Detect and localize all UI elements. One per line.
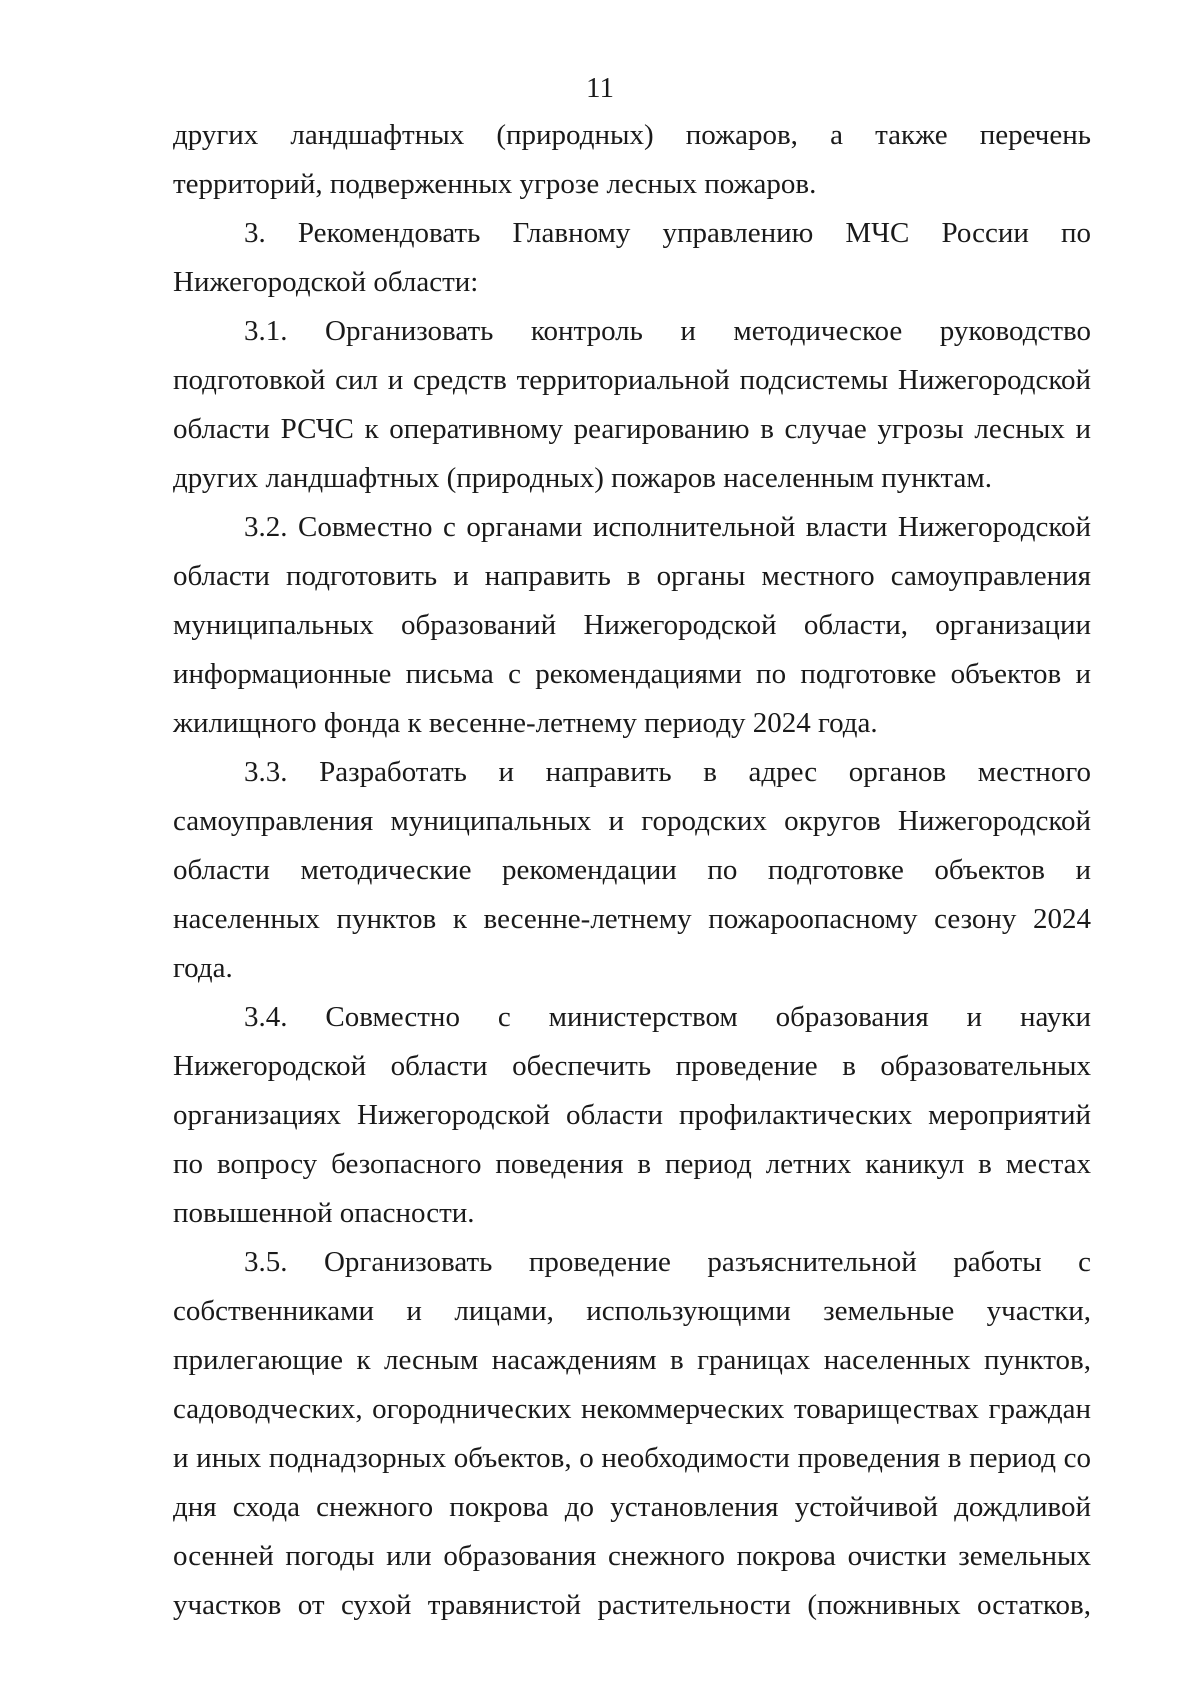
paragraph-item-3-1: 3.1. Организовать контроль и методическое руководство подготовкой сил и средств территориальной подсистемы Нижегородской области РСЧС к оперативному реагированию в случае угрозы лесных и других ландшафтных (природных) пожаров населенным пунктам.	[173, 315, 1091, 494]
paragraph-item-3-3: 3.3. Разработать и направить в адрес органов местного самоуправления муниципальных и городских округов Нижегородской области методические рекомендации по подготовке объектов и населенных пунктов к весенне-летнему пожароопасному сезону 2024 года.	[173, 756, 1091, 984]
paragraph-item-3-4: 3.4. Совместно с министерством образования и науки Нижегородской области обеспечить проведение в образовательных организациях Нижегородской области профилактических мероприятий по вопросу безопасного поведения в период летних каникул в местах повышенной опасности.	[173, 1001, 1091, 1229]
paragraph-continuation: других ландшафтных (природных) пожаров, а также перечень территорий, подверженных угрозе лесных пожаров.	[173, 119, 1091, 200]
document-body	[173, 111, 1091, 1630]
page-number: 11	[586, 72, 614, 104]
paragraph-item-3: 3. Рекомендовать Главному управлению МЧС России по Нижегородской области:	[173, 217, 1091, 298]
paragraph-item-3-5: 3.5. Организовать проведение разъяснительной работы с собственниками и лицами, использующими земельные участки, прилегающие к лесным насаждениям в границах населенных пунктов, садоводческих, огороднических некоммерческих товариществах граждан и иных поднадзорных объектов, о необходимости проведения в период со дня схода снежного покрова до установления устойчивой дождливой осенней погоды или образования снежного покрова очистки земельных участков от сухой травянистой растительности (пожнивных остатков,	[173, 1246, 1091, 1621]
paragraph-item-3-2: 3.2. Совместно с органами исполнительной власти Нижегородской области подготовить и направить в органы местного самоуправления муниципальных образований Нижегородской области, организации информационные письма с рекомендациями по подготовке объектов и жилищного фонда к весенне-летнему периоду 2024 года.	[173, 511, 1091, 739]
